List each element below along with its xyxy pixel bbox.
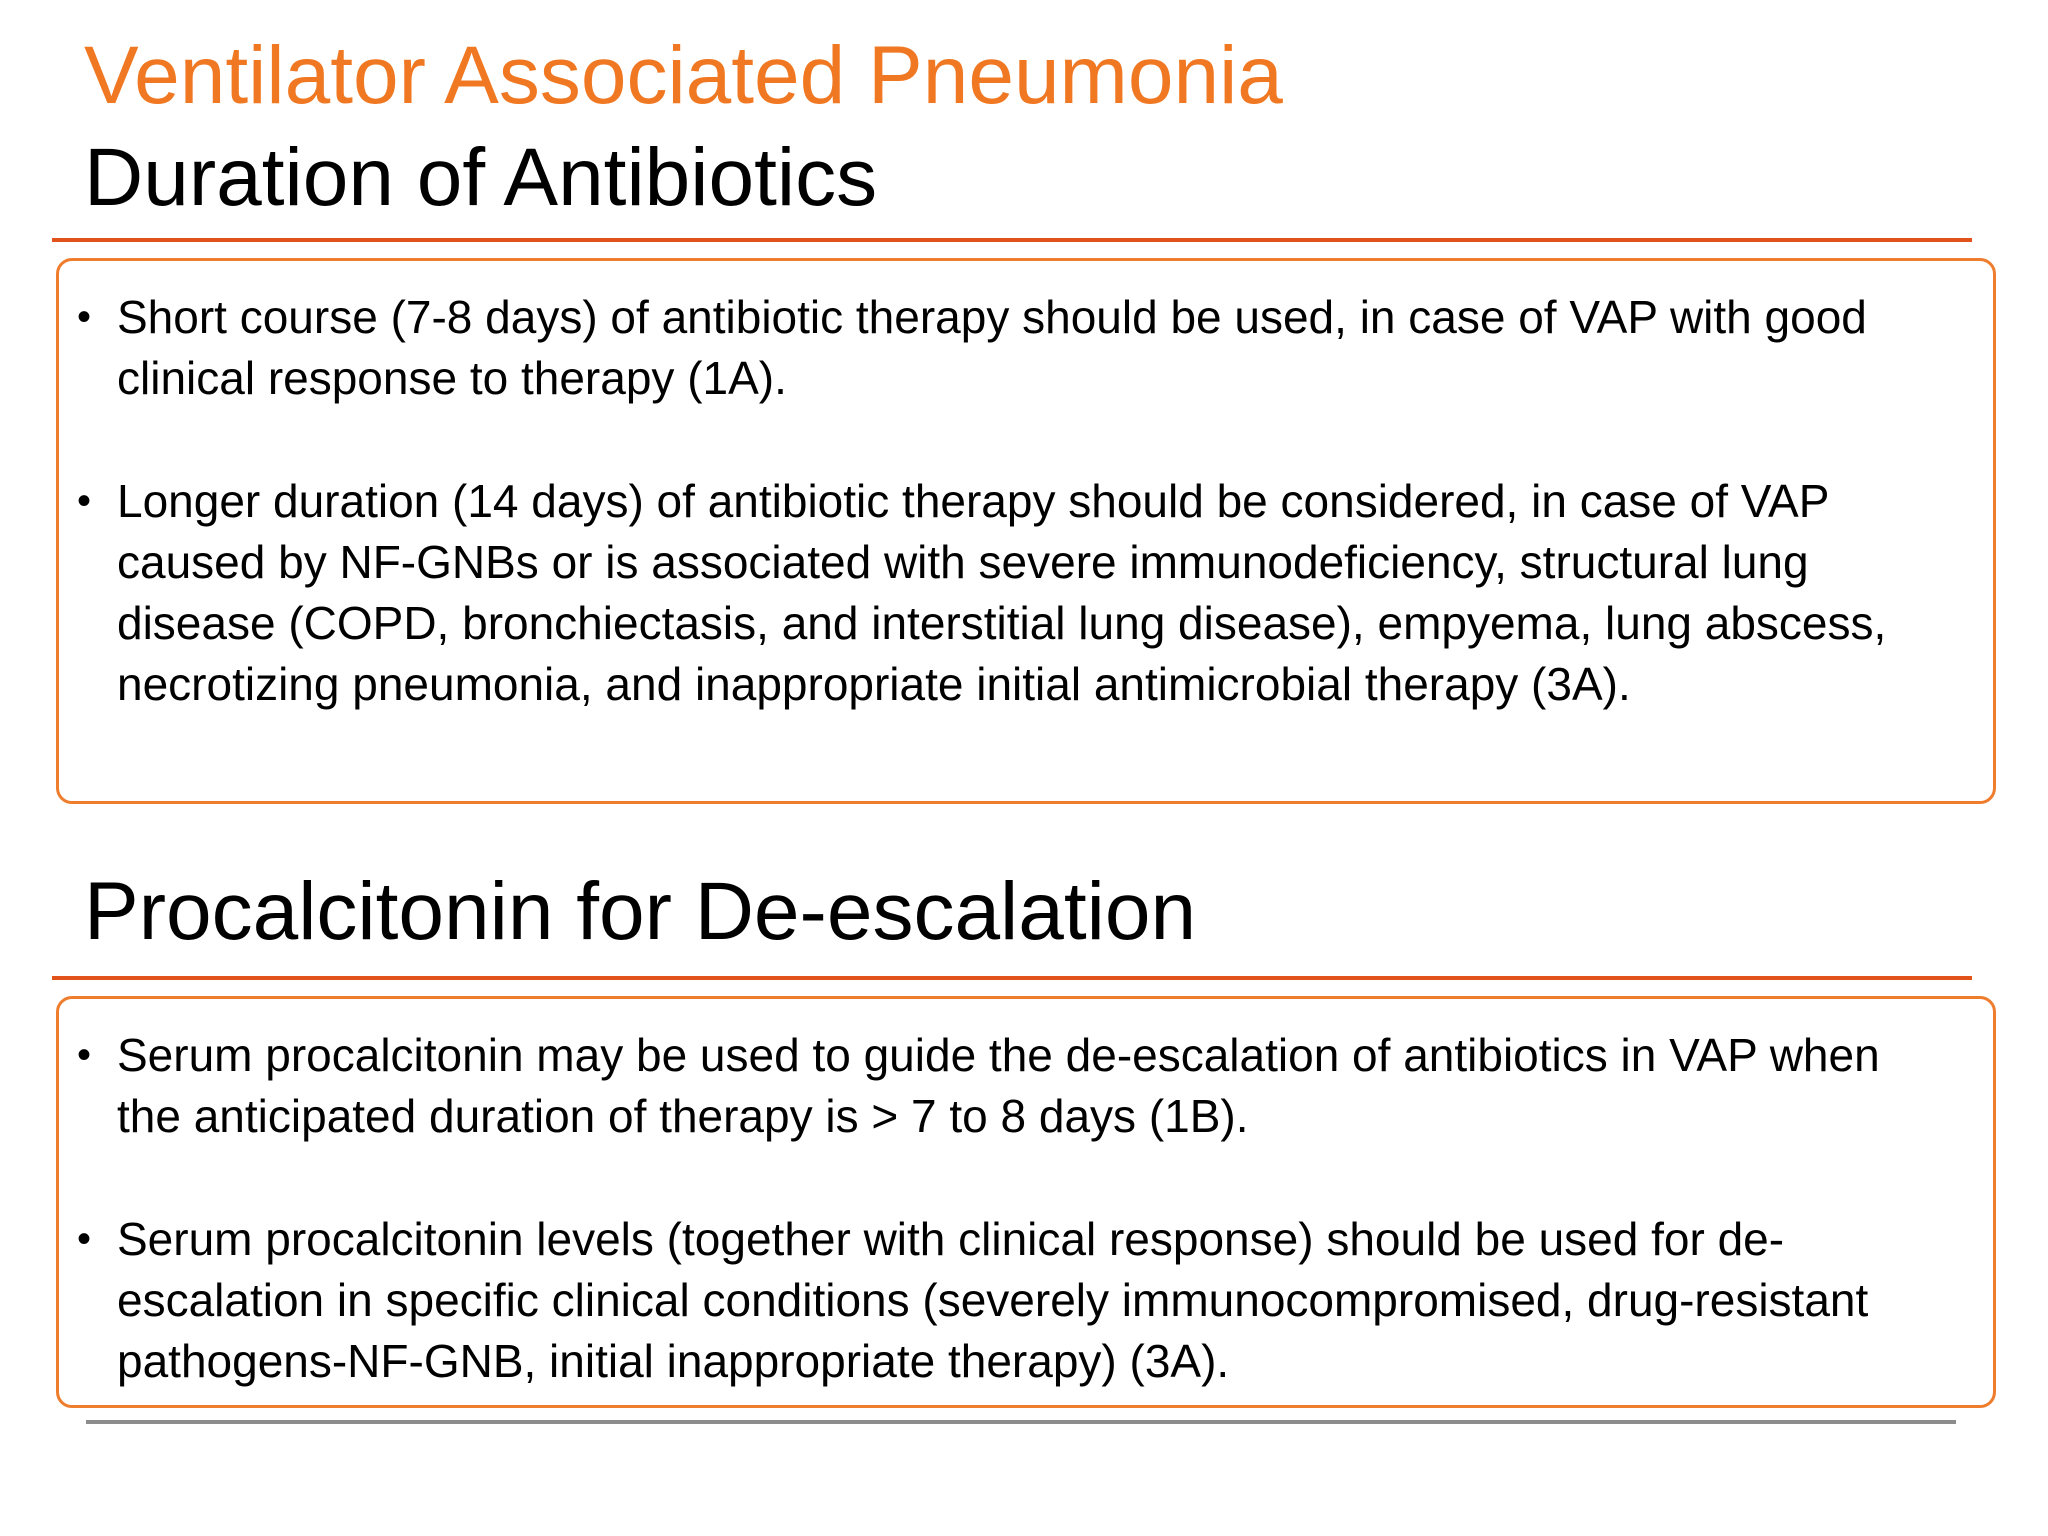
bullet-item (77, 471, 1953, 715)
bullet-dot: • (77, 1217, 92, 1261)
bullet-text: Serum procalcitonin may be used to guide the de-escalation of antibiotics in VAP when the anticipated duration of therapy is > 7 to 8 days (1B). (117, 1029, 1880, 1142)
bullet-text: Longer duration (14 days) of antibiotic therapy should be considered, in case of VAP caused by NF-GNBs or is associated with severe immunodeficiency, structural lung disease (COPD, bronchiectasis, and interstitial lung disease), empyema, lung abscess, necrotizing pneumonia, and inappropriate initial antimicrobial therapy (3A). (117, 475, 1887, 710)
heading-underline-1 (52, 238, 1972, 242)
footer-divider (86, 1420, 1956, 1424)
bullet-dot: • (77, 1033, 92, 1077)
section-heading-procalcitonin: Procalcitonin for De-escalation (84, 866, 1197, 957)
content-box-duration (56, 258, 1996, 804)
bullet-dot: • (77, 479, 92, 523)
slide-title: Ventilator Associated Pneumonia (84, 30, 1283, 121)
bullet-item (77, 287, 1953, 409)
bullet-item (77, 1209, 1953, 1392)
section-heading-duration: Duration of Antibiotics (84, 132, 878, 223)
bullet-dot: • (77, 295, 92, 339)
bullet-text: Short course (7-8 days) of antibiotic therapy should be used, in case of VAP with good clinical response to therapy (1A). (117, 291, 1867, 404)
bullet-item (77, 1025, 1953, 1147)
bullet-text: Serum procalcitonin levels (together with clinical response) should be used for de-escalation in specific clinical conditions (severely immunocompromised, drug-resistant pathogens-NF-GNB, initial inappropriate therapy) (3A). (117, 1213, 1869, 1387)
content-box-procalcitonin (56, 996, 1996, 1408)
heading-underline-2 (52, 976, 1972, 980)
